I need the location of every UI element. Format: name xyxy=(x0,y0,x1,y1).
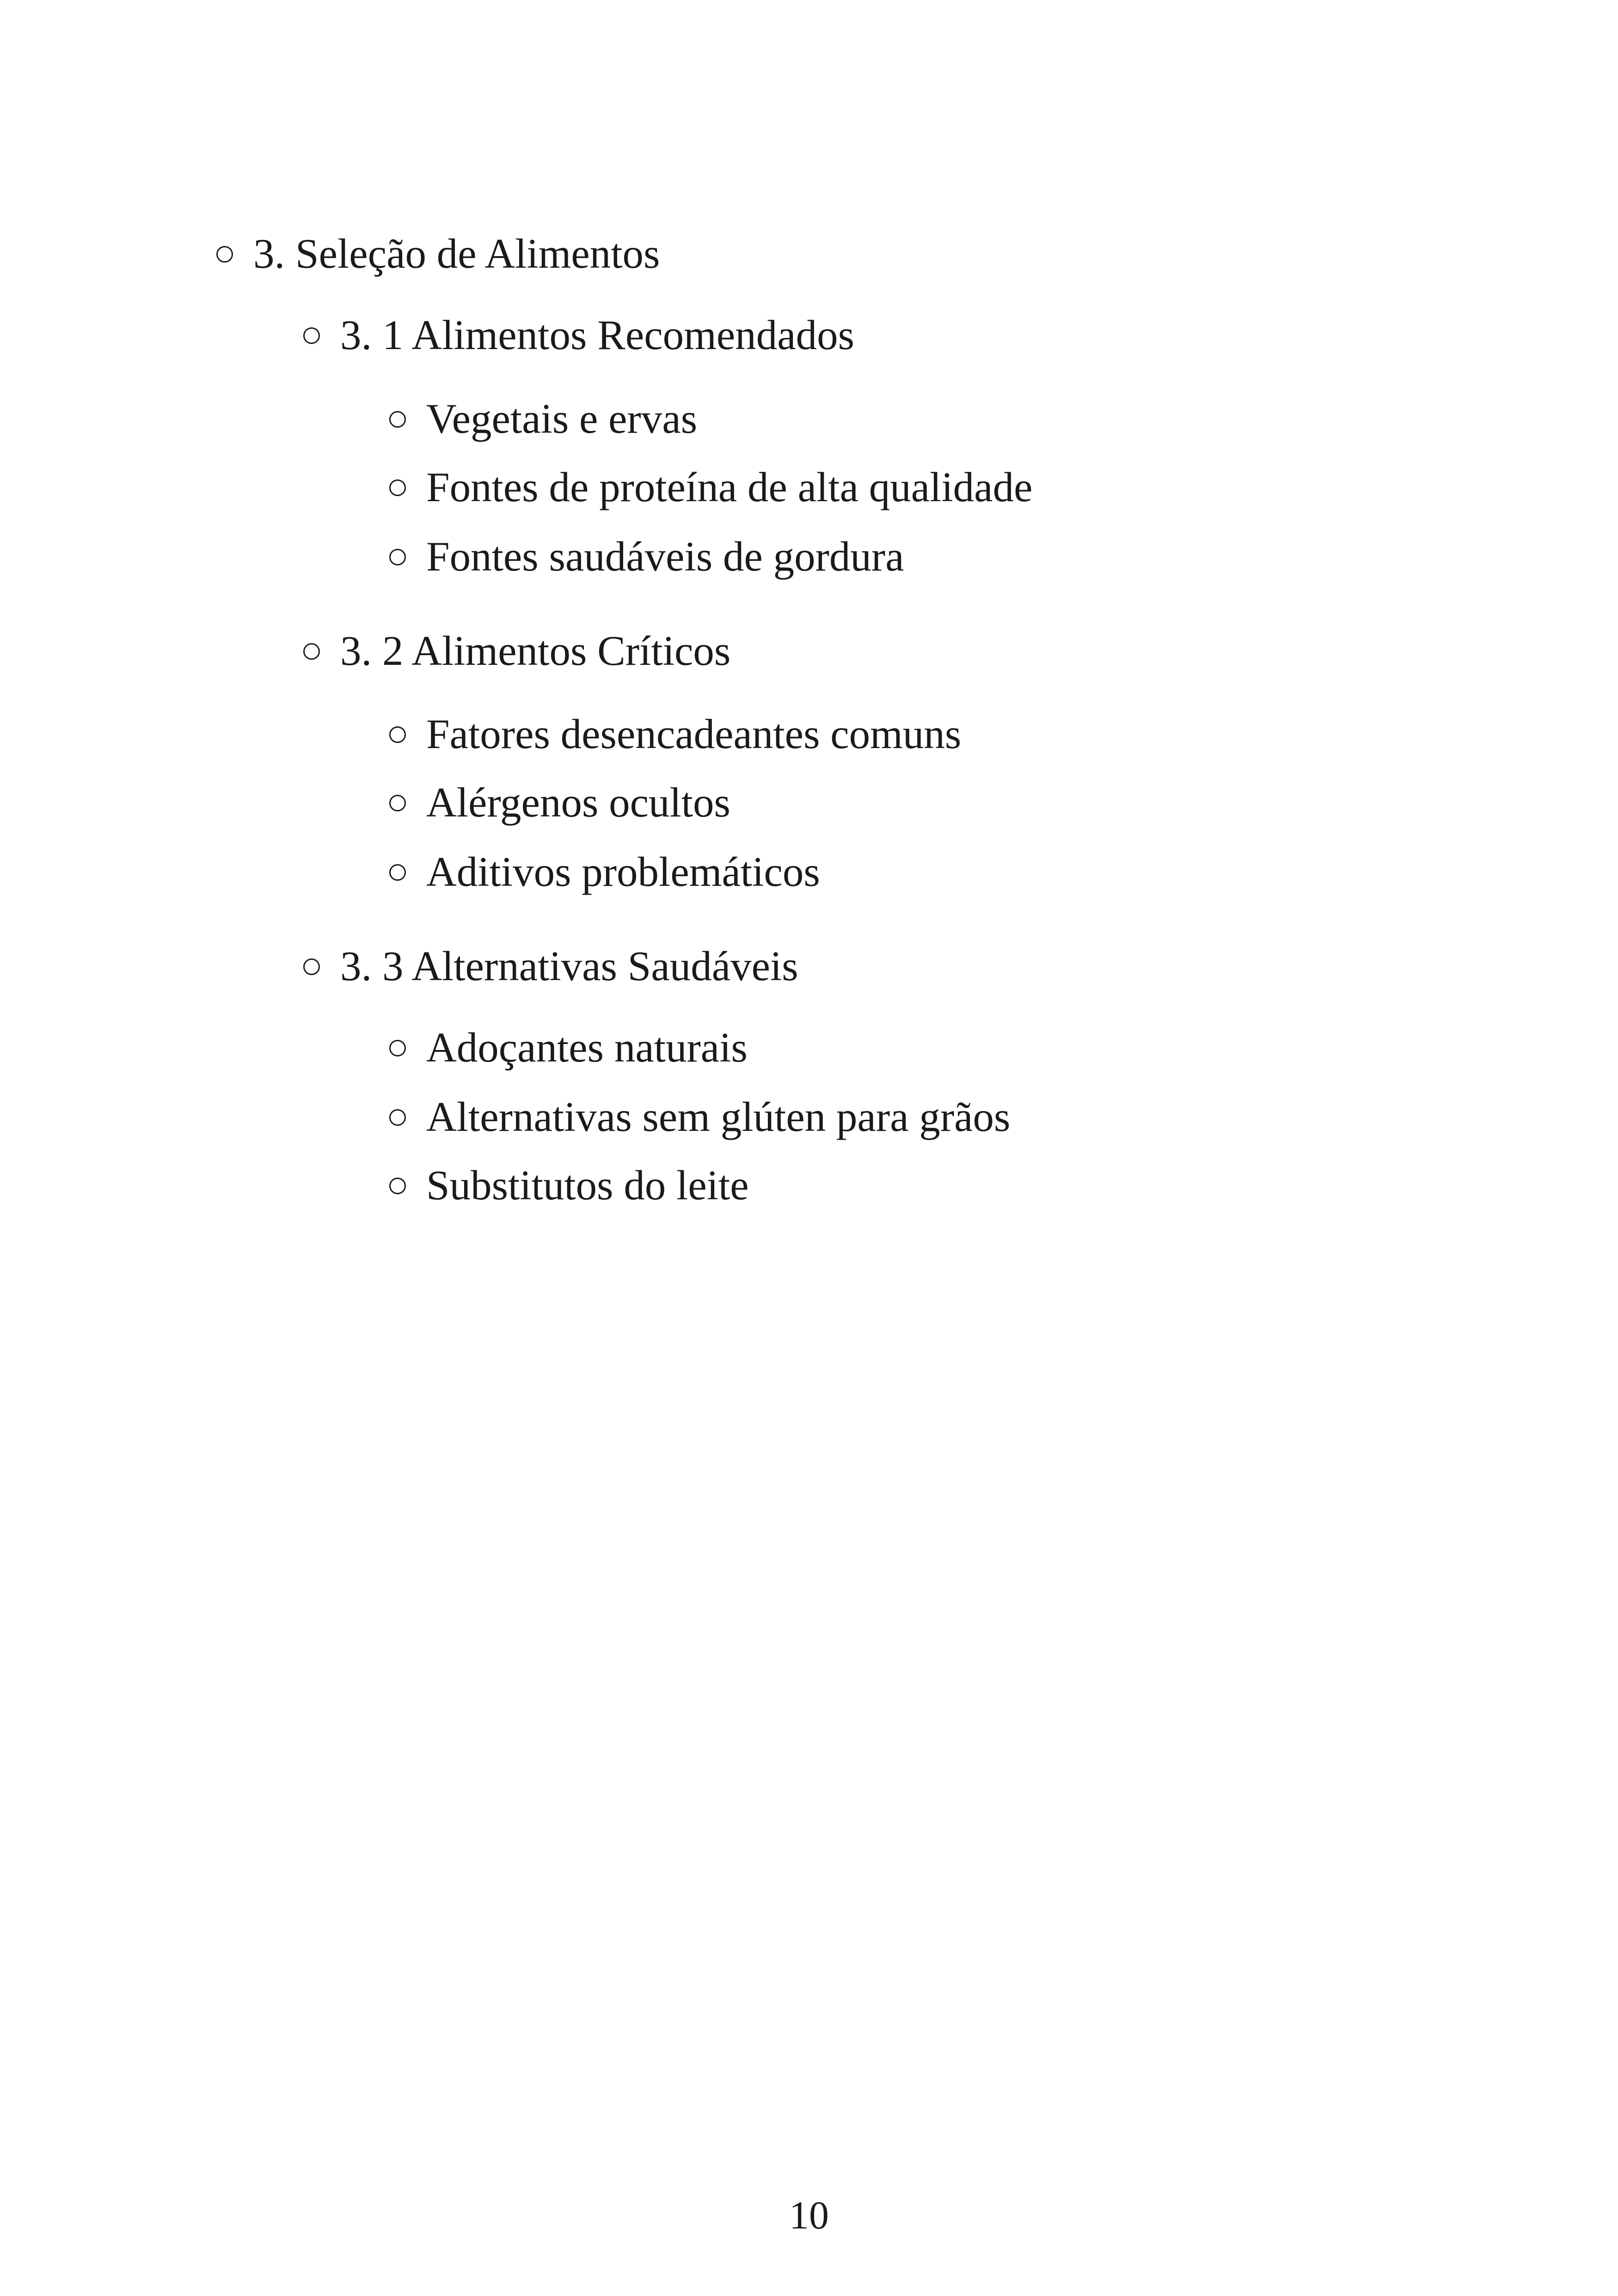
hollow-circle-bullet-icon xyxy=(389,795,406,811)
outline-item xyxy=(389,466,1032,508)
outline-section xyxy=(216,230,660,277)
outline-item xyxy=(389,1093,1011,1140)
subsection-title: 3. 3 Alternativas Saudáveis xyxy=(340,943,798,989)
outline-subsection xyxy=(303,945,798,987)
hollow-circle-bullet-icon xyxy=(389,864,406,881)
item-label: Alérgenos ocultos xyxy=(426,779,730,826)
section-title: 3. Seleção de Alimentos xyxy=(253,230,660,277)
hollow-circle-bullet-icon xyxy=(216,246,233,263)
item-label: Fatores desencadeantes comuns xyxy=(426,711,962,757)
item-label: Substitutos do leite xyxy=(426,1162,749,1209)
outline-subsection xyxy=(303,314,854,356)
outline-item xyxy=(389,533,904,580)
outline-item xyxy=(389,779,730,826)
hollow-circle-bullet-icon xyxy=(389,1040,406,1056)
hollow-circle-bullet-icon xyxy=(303,958,320,975)
outline-item xyxy=(389,1162,749,1209)
hollow-circle-bullet-icon xyxy=(389,479,406,496)
outline-item xyxy=(389,1024,748,1071)
hollow-circle-bullet-icon xyxy=(303,643,320,660)
item-label: Adoçantes naturais xyxy=(426,1024,748,1071)
item-label: Alternativas sem glúten para grãos xyxy=(426,1093,1011,1140)
hollow-circle-bullet-icon xyxy=(389,1109,406,1126)
outline-subsection xyxy=(303,627,731,674)
page-number: 10 xyxy=(789,2193,829,2237)
item-label: Fontes saudáveis de gordura xyxy=(426,533,904,580)
outline-item xyxy=(389,713,961,755)
subsection-title: 3. 2 Alimentos Críticos xyxy=(340,627,731,674)
outline-item xyxy=(389,848,820,895)
outline-item xyxy=(389,395,698,442)
item-label: Vegetais e ervas xyxy=(426,395,698,442)
item-label: Aditivos problemáticos xyxy=(426,848,820,895)
hollow-circle-bullet-icon xyxy=(389,726,406,743)
subsection-title: 3. 1 Alimentos Recomendados xyxy=(340,312,855,358)
hollow-circle-bullet-icon xyxy=(389,549,406,565)
hollow-circle-bullet-icon xyxy=(389,411,406,428)
hollow-circle-bullet-icon xyxy=(389,1178,406,1194)
item-label: Fontes de proteína de alta qualidade xyxy=(426,464,1033,510)
hollow-circle-bullet-icon xyxy=(303,327,320,344)
